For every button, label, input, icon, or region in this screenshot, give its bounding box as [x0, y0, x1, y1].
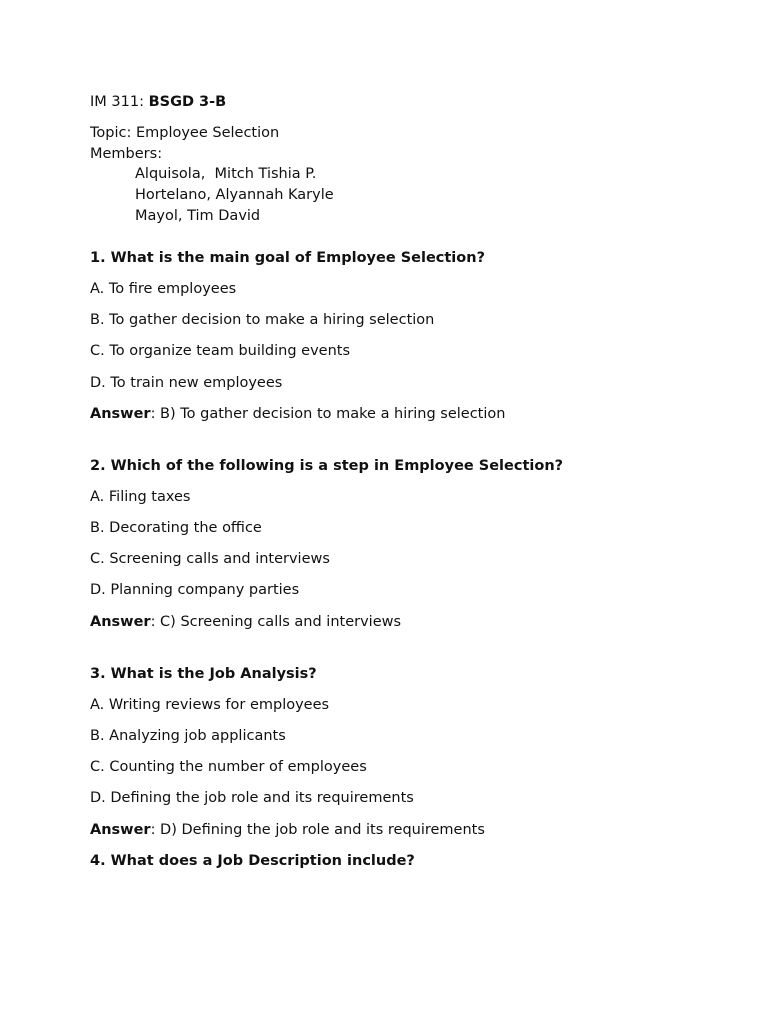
document-page	[90, 92, 730, 882]
question-title: 3. What is the Job Analysis?	[90, 665, 317, 682]
question-1	[90, 248, 730, 425]
topic-line: Topic: Employee Selection	[90, 124, 280, 141]
option-b: B. Analyzing job applicants	[90, 728, 286, 744]
section-code: BSGD 3-B	[148, 94, 227, 110]
answer-text: : B) To gather decision to make a hiring selection	[150, 405, 506, 422]
option-d: D. To train new employees	[90, 374, 283, 391]
members-label: Members:	[90, 145, 163, 162]
option-a: A. Writing reviews for employees	[90, 696, 330, 713]
member-name: Mayol, Tim David	[135, 207, 261, 224]
option-c: C. Counting the number of employees	[90, 759, 367, 776]
question-2	[90, 456, 730, 633]
answer-text: : C) Screening calls and interviews	[150, 613, 402, 630]
option-a: A. Filing taxes	[90, 488, 191, 505]
answer-line	[90, 404, 730, 425]
question-title: 1. What is the main goal of Employee Selection?	[90, 249, 485, 266]
answer-label: Answer	[90, 405, 151, 422]
member-name: Alquisola, Mitch Tishia P.	[135, 166, 317, 183]
option-d: D. Defining the job role and its requirements	[90, 790, 414, 807]
answer-label: Answer	[90, 821, 151, 838]
question-3	[90, 664, 730, 841]
option-c: C. Screening calls and interviews	[90, 551, 330, 568]
member-name: Hortelano, Alyannah Karyle	[135, 187, 334, 204]
option-c: C. To organize team building events	[90, 343, 351, 360]
course-code: IM 311:	[90, 94, 149, 110]
option-b: B. To gather decision to make a hiring selection	[90, 312, 435, 329]
question-4	[90, 851, 730, 872]
option-d: D. Planning company parties	[90, 582, 300, 599]
answer-text: : D) Defining the job role and its requirements	[150, 821, 485, 838]
course-header	[90, 92, 730, 113]
option-b: B. Decorating the office	[90, 520, 262, 537]
question-title: 2. Which of the following is a step in Employee Selection?	[90, 457, 564, 474]
answer-label: Answer	[90, 613, 151, 630]
answer-line	[90, 820, 730, 841]
spacer	[90, 227, 730, 248]
option-a: A. To fire employees	[90, 280, 237, 297]
question-title: 4. What does a Job Description include?	[90, 852, 415, 869]
answer-line	[90, 612, 730, 633]
